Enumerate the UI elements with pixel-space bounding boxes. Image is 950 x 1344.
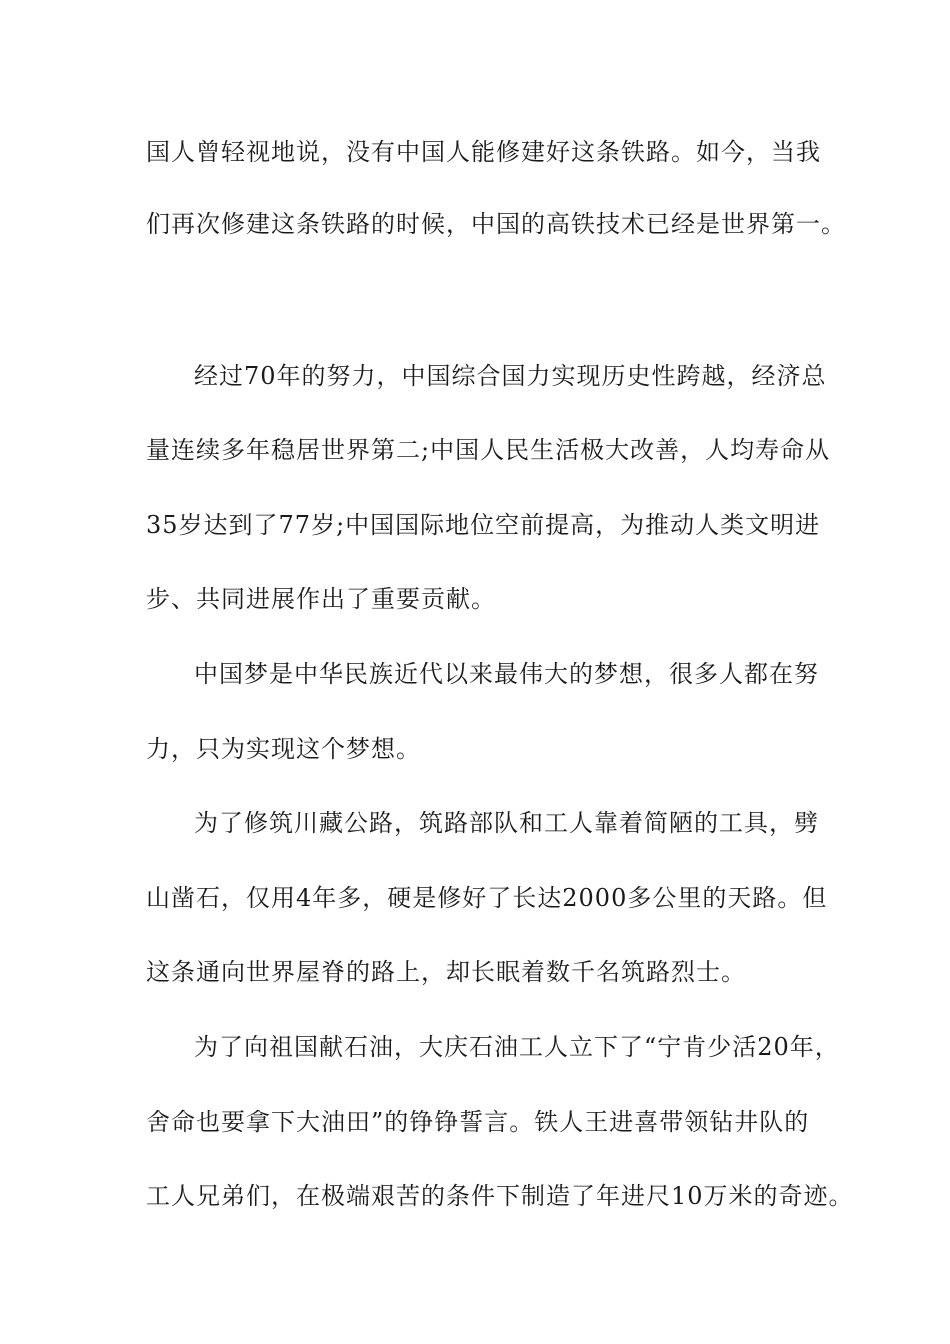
- text-line-7: 中国梦是中华民族近代以来最伟大的梦想，很多人都在努: [194, 660, 819, 688]
- text-line-9: 为了修筑川藏公路，筑路部队和工人靠着简陋的工具，劈: [194, 809, 819, 837]
- text-line-3: 经过70年的努力，中国综合国力实现历史性跨越，经济总: [194, 362, 827, 390]
- text-line-2: 们再次修建这条铁路的时候，中国的高铁技术已经是世界第一。: [146, 210, 846, 238]
- text-line-10: 山凿石，仅用4年多，硬是修好了长达2000多公里的天路。但: [146, 884, 828, 912]
- text-line-1: 国人曾轻视地说，没有中国人能修建好这条铁路。如今，当我: [146, 138, 821, 166]
- text-line-13: 舍命也要拿下大油田”的铮铮誓言。铁人王进喜带领钻井队的: [146, 1108, 810, 1136]
- text-line-4: 量连续多年稳居世界第二;中国人民生活极大改善，人均寿命从: [146, 436, 831, 464]
- text-line-14: 工人兄弟们，在极端艰苦的条件下制造了年进尺10万米的奇迹。: [146, 1182, 854, 1210]
- text-line-12: 为了向祖国献石油，大庆石油工人立下了“宁肯少活20年，: [194, 1033, 840, 1061]
- text-line-11: 这条通向世界屋脊的路上，却长眠着数千名筑路烈士。: [146, 958, 746, 986]
- text-line-8: 力，只为实现这个梦想。: [146, 735, 421, 763]
- text-line-5: 35岁达到了77岁;中国国际地位空前提高，为推动人类文明进: [146, 511, 821, 539]
- text-line-6: 步、共同进展作出了重要贡献。: [146, 585, 496, 613]
